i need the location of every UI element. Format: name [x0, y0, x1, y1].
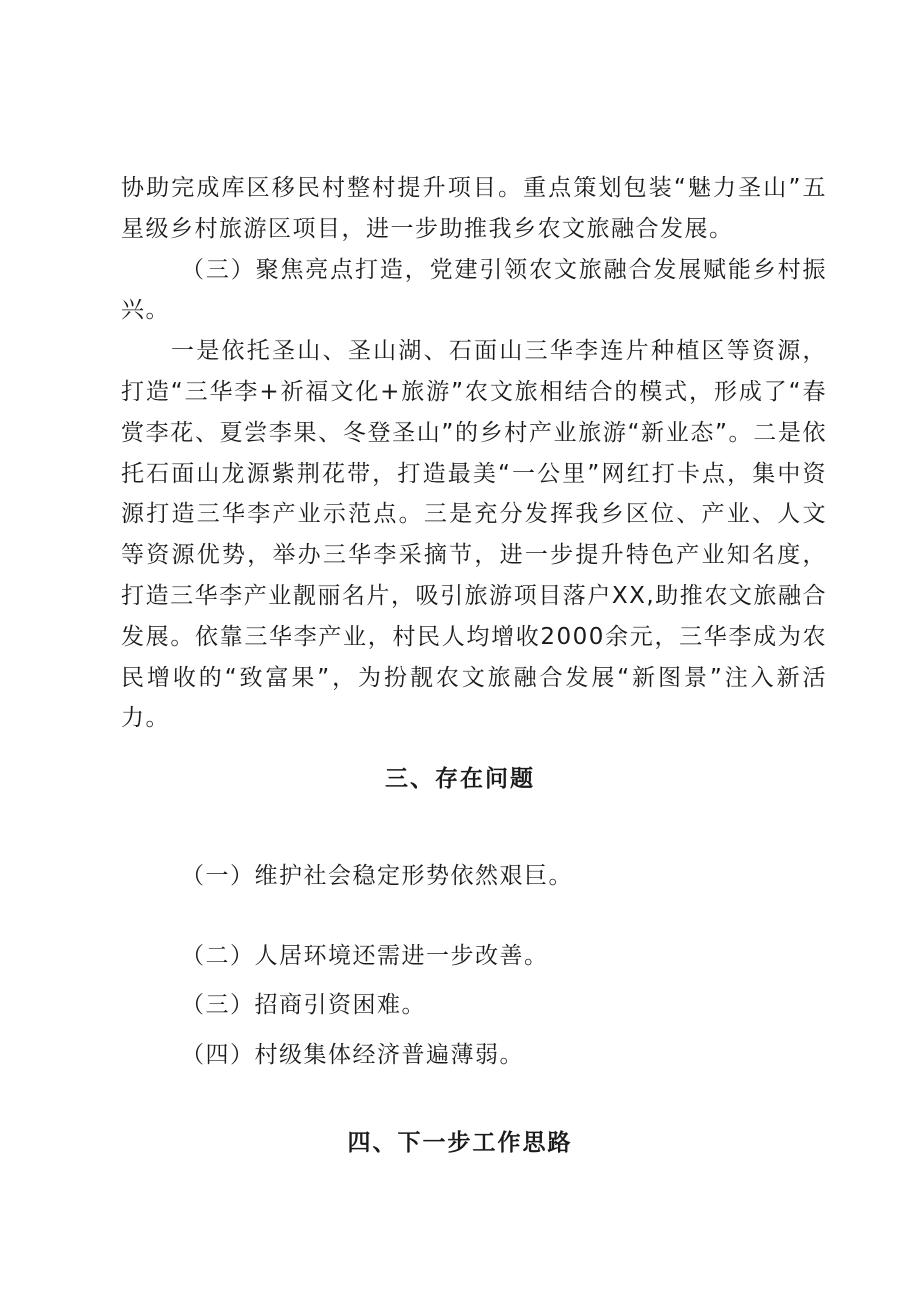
- section-heading-next-steps: 四、下一步工作思路: [347, 1130, 573, 1156]
- paragraph-continuation: 协助完成库区移民村整村提升项目。重点策划包装“魅力圣山”五星级乡村旅游区项目，进一步助推我乡农文旅融合发展。: [121, 175, 827, 242]
- problem-item: （二）人居环境还需进一步改善。: [181, 943, 549, 969]
- problem-item: （四）村级集体经济普遍薄弱。: [181, 1042, 524, 1068]
- paragraph-body: 一是依托圣山、圣山湖、石面山三华李连片种植区等资源，打造“三华李+祈福文化+旅游”农文旅相结合的模式，形成了“春赏李花、夏尝李果、冬登圣山”的乡村产业旅游“新业态”。二是依托石面山龙源紫荆花带，打造最美“一公里”网红打卡点，集中资源打造三华李产业示范点。三是充分发挥我乡区位、产业、人文等资源优势，举办三华李采摘节，进一步提升特色产业知名度，打造三华李产业靓丽名片，吸引旅游项目落户XX,助推农文旅融合发展。依靠三华李产业，村民人均增收2000余元，三华李成为农民增收的“致富果”，为扮靓农文旅融合发展“新图景”注入新活力。: [121, 338, 827, 732]
- problem-item: （三）招商引资困难。: [181, 992, 426, 1018]
- section-heading-problems: 三、存在问题: [385, 766, 535, 792]
- body-text-block: [121, 168, 827, 739]
- subsection-heading: （三）聚焦亮点打造，党建引领农文旅融合发展赋能乡村振兴。: [121, 256, 827, 324]
- problem-item: （一）维护社会稳定形势依然艰巨。: [181, 863, 573, 889]
